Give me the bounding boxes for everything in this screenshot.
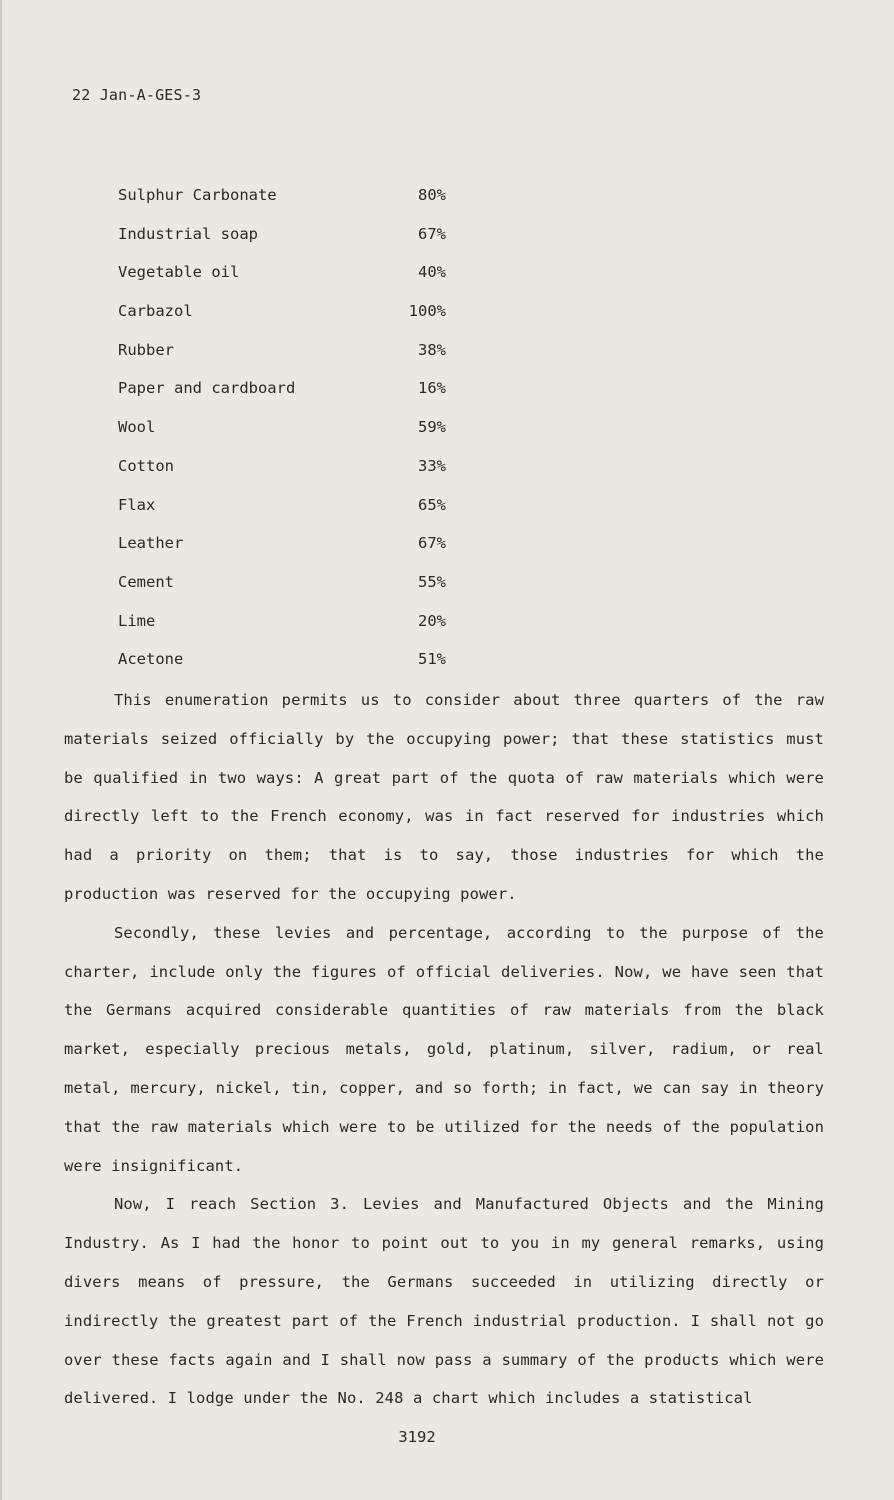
table-row: [114, 486, 464, 525]
material-name: Flax: [118, 495, 156, 514]
material-name: Lime: [118, 611, 156, 630]
body-text: [64, 681, 824, 1418]
material-name: Vegetable oil: [118, 263, 240, 282]
material-name: Rubber: [118, 340, 174, 359]
table-row: [114, 292, 464, 331]
material-name: Sulphur Carbonate: [118, 186, 277, 204]
table-row: [114, 408, 464, 447]
material-name: Wool: [118, 418, 156, 437]
material-percent: 38%: [418, 340, 446, 359]
material-name: Cement: [118, 572, 174, 591]
paragraph-enumeration: This enumeration permits us to consider about three quarters of the raw materials seized officially by the occupying power; that these statistics must be qualified in two ways: A great part of the quota of raw materials which were directly left to the French economy, was in fact reserved for industries which had a priority on them; that is to say, those industries for which the production was reserved for the occupying power.: [64, 691, 824, 903]
material-name: Cotton: [118, 456, 174, 475]
table-row: [114, 524, 464, 563]
table-row: [114, 563, 464, 602]
material-name: Industrial soap: [118, 224, 258, 243]
material-percent: 59%: [418, 418, 446, 437]
material-percent: 33%: [418, 456, 446, 475]
material-percent: 100%: [408, 302, 446, 321]
table-row: [114, 602, 464, 641]
document-reference: 22 Jan-A-GES-3: [72, 86, 202, 104]
material-percent: 20%: [418, 611, 446, 630]
material-percent: 16%: [418, 379, 446, 398]
table-row: [114, 253, 464, 292]
material-name: Carbazol: [118, 302, 193, 321]
table-row: [114, 640, 464, 679]
table-row: [114, 331, 464, 370]
material-percent: 55%: [418, 572, 446, 591]
material-name: Acetone: [118, 650, 184, 669]
table-row: [114, 176, 464, 215]
material-percent: 65%: [418, 495, 446, 514]
material-percent: 80%: [418, 186, 446, 204]
paragraph-secondly: Secondly, these levies and percentage, according to the purpose of the charter, include only the figures of official deliveries. Now, we have seen that the Germans acquired considerable quantities of raw materials from the black market, especially precious metals, gold, platinum, silver, radium, or real metal, mercury, nickel, tin, copper, and so forth; in fact, we can say in theory that the raw materials which were to be utilized for the needs of the population were insignificant.: [64, 923, 824, 1175]
material-percent: 40%: [418, 263, 446, 282]
paragraph-section-3: Now, I reach Section 3. Levies and Manufactured Objects and the Mining Industry. As I had the honor to point out to you in my general remarks, using divers means of pressure, the Germans succeeded in utilizing directly or indirectly the greatest part of the French industrial production. I shall not go over these facts again and I shall now pass a summary of the products which were delivered. I lodge under the No. 248 a chart which includes a statistical: [64, 1195, 824, 1408]
material-percent: 67%: [418, 534, 446, 553]
table-row: [114, 369, 464, 408]
table-row: [114, 447, 464, 486]
material-percent: 51%: [418, 650, 446, 669]
levies-table: [114, 176, 464, 679]
material-name: Leather: [118, 534, 184, 553]
table-row: [114, 215, 464, 254]
material-percent: 67%: [418, 224, 446, 243]
page-number: 3192: [398, 1428, 436, 1446]
material-name: Paper and cardboard: [118, 379, 296, 398]
